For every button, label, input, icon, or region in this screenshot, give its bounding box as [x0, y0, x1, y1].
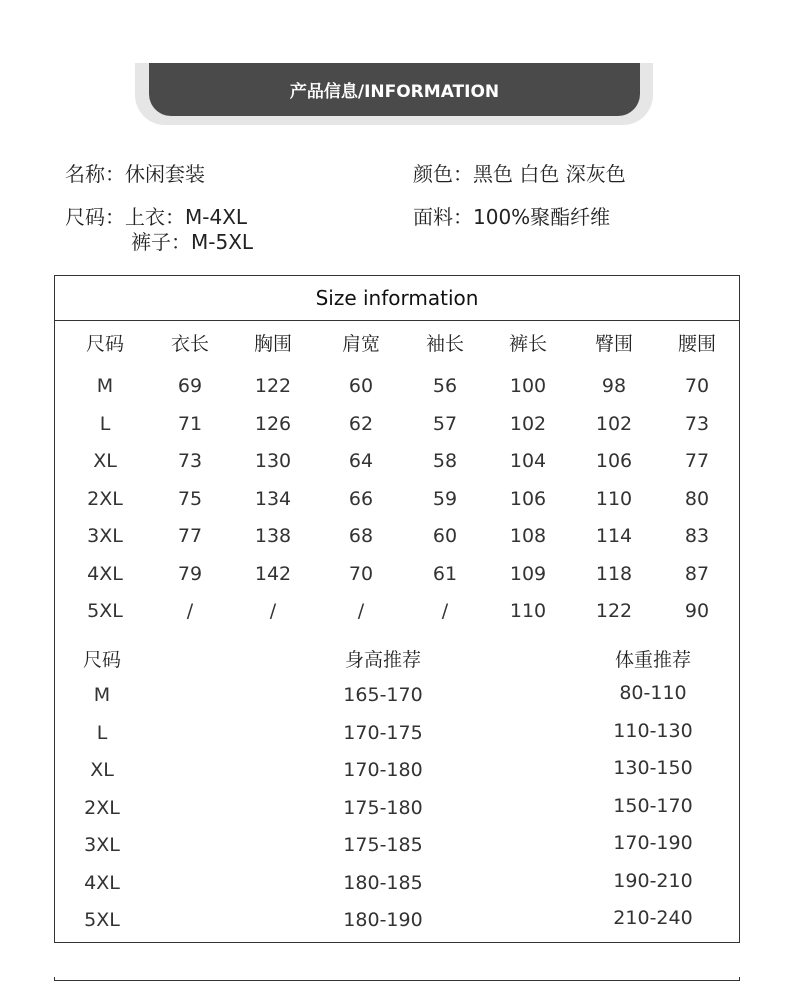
size-table-cell: 80	[684, 488, 710, 510]
bottom-divider	[54, 980, 740, 981]
size-header-cell: 衣长	[170, 333, 210, 355]
size-table-cell: 134	[254, 488, 292, 510]
recommend-table-cell: L	[96, 722, 108, 744]
size-table-cell: 64	[348, 450, 374, 472]
recommend-table-cell: 110-130	[613, 720, 693, 742]
recommend-table-cell: 170-190	[613, 832, 693, 854]
size-table-cell: 130	[254, 450, 292, 472]
size-table-cell: 66	[348, 488, 374, 510]
size-table-cell: 3XL	[87, 525, 123, 547]
size-header-cell: 肩宽	[341, 333, 381, 355]
size-table-cell: 106	[509, 488, 547, 510]
size-table-cell: 60	[432, 525, 458, 547]
size-table-cell: L	[99, 413, 111, 435]
size-table-cell: 83	[684, 525, 710, 547]
size-table-cell: 138	[254, 525, 292, 547]
size-table-cell: 122	[595, 600, 633, 622]
size-table-cell: 110	[509, 600, 547, 622]
size-table-cell: 114	[595, 525, 633, 547]
size-table-cell: 73	[684, 413, 710, 435]
recommend-table-cell: 180-190	[343, 909, 423, 931]
size-table-cell: 79	[177, 563, 203, 585]
size-header-cell: 腰围	[677, 333, 717, 355]
size-header-cell: 裤长	[508, 333, 548, 355]
size-table-cell: 87	[684, 563, 710, 585]
recommend-header-cell: 身高推荐	[344, 649, 422, 671]
recommend-table-cell: 170-175	[343, 722, 423, 744]
size-table-cell: 69	[177, 375, 203, 397]
size-table-cell: 73	[177, 450, 203, 472]
size-table-cell: /	[441, 600, 449, 622]
size-table-cell: 90	[684, 600, 710, 622]
size-table-cell: 62	[348, 413, 374, 435]
size-table-cell: /	[269, 600, 277, 622]
size-table-cell: 98	[601, 375, 627, 397]
recommend-table-cell: 150-170	[613, 795, 693, 817]
size-table-cell: 100	[509, 375, 547, 397]
recommend-table-cell: 210-240	[613, 907, 693, 929]
size-table-cell: 5XL	[87, 600, 123, 622]
recommend-table-cell: 180-185	[343, 872, 423, 894]
recommend-table-cell: 80-110	[619, 682, 687, 704]
size-table-title: Size information	[55, 276, 739, 321]
size-table-cell: 2XL	[87, 488, 123, 510]
size-header-cell: 臀围	[594, 333, 634, 355]
recommend-table-cell: 165-170	[343, 684, 423, 706]
recommend-table-cell: M	[93, 684, 111, 706]
size-table-cell: /	[186, 600, 194, 622]
size-table-cell: 57	[432, 413, 458, 435]
size-table-cell: 71	[177, 413, 203, 435]
fabric: 面料：100%聚酯纤维	[413, 205, 611, 229]
recommend-table-cell: 190-210	[613, 870, 693, 892]
size-table-cell: 102	[595, 413, 633, 435]
size-table-cell: 108	[509, 525, 547, 547]
size-table-cell: 60	[348, 375, 374, 397]
size-table-cell: 59	[432, 488, 458, 510]
size-table-cell: 68	[348, 525, 374, 547]
banner-title: 产品信息/INFORMATION	[149, 63, 640, 116]
recommend-header-cell: 尺码	[82, 649, 122, 671]
recommend-table-cell: XL	[90, 759, 114, 781]
size-table-cell: 142	[254, 563, 292, 585]
size-table-cell: 110	[595, 488, 633, 510]
size-table-cell: 61	[432, 563, 458, 585]
size-table-cell: 118	[595, 563, 633, 585]
recommend-table-cell: 130-150	[613, 757, 693, 779]
size-table-cell: XL	[93, 450, 117, 472]
size-table-cell: 70	[684, 375, 710, 397]
size-table-cell: 77	[684, 450, 710, 472]
size-top: 尺码：上衣：M-4XL	[65, 205, 248, 229]
product-name: 名称：休闲套装	[65, 162, 205, 186]
size-table-cell: 70	[348, 563, 374, 585]
size-table-cell: 109	[509, 563, 547, 585]
size-table-cell: 102	[509, 413, 547, 435]
size-table-cell: /	[357, 600, 365, 622]
size-header-cell: 袖长	[425, 333, 465, 355]
product-colors: 颜色：黑色 白色 深灰色	[413, 162, 626, 186]
size-table-cell: 122	[254, 375, 292, 397]
size-table-cell: 75	[177, 488, 203, 510]
size-table-cell: 77	[177, 525, 203, 547]
recommend-table-cell: 4XL	[84, 872, 120, 894]
recommend-table-cell: 3XL	[84, 834, 120, 856]
size-table-cell: 106	[595, 450, 633, 472]
size-table-cell: 4XL	[87, 563, 123, 585]
recommend-table-cell: 170-180	[343, 759, 423, 781]
size-pants: 裤子：M-5XL	[131, 230, 254, 254]
size-table-cell: 104	[509, 450, 547, 472]
size-header-cell: 尺码	[85, 333, 125, 355]
recommend-table-cell: 5XL	[84, 909, 120, 931]
size-table-cell: M	[96, 375, 114, 397]
size-table-cell: 126	[254, 413, 292, 435]
recommend-table-cell: 175-180	[343, 797, 423, 819]
recommend-header-cell: 体重推荐	[614, 649, 692, 671]
recommend-table-cell: 175-185	[343, 834, 423, 856]
recommend-table-cell: 2XL	[84, 797, 120, 819]
size-table-cell: 56	[432, 375, 458, 397]
size-header-cell: 胸围	[253, 333, 293, 355]
size-table-cell: 58	[432, 450, 458, 472]
